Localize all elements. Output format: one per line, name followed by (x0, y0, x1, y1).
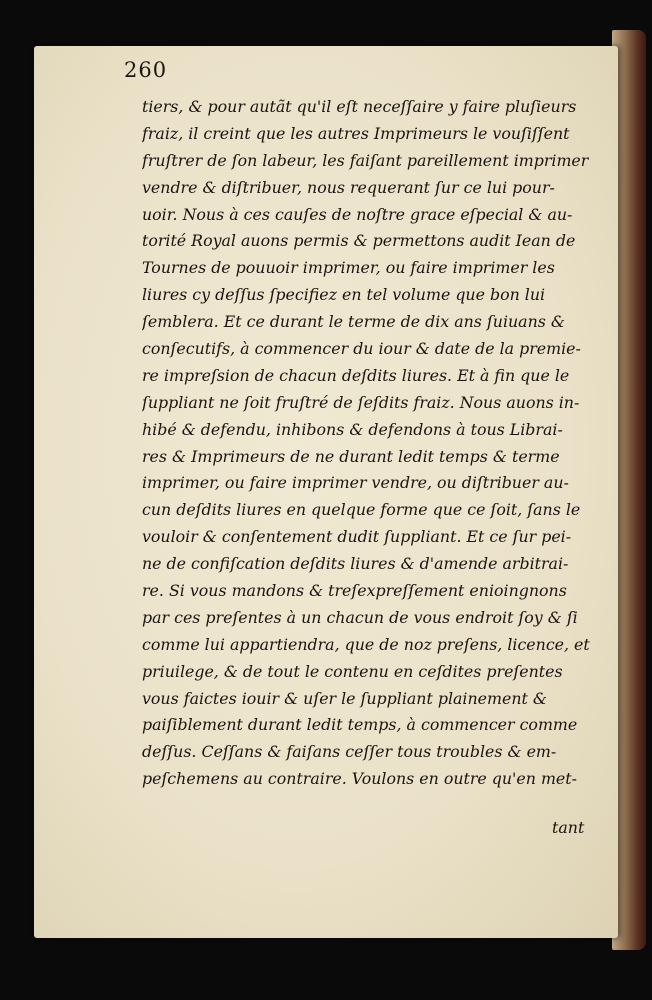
text-line: vouloir & conſentement dudit ſuppliant. Et ce ſur pei- (142, 527, 572, 547)
text-line: comme lui appartiendra, que de noz preſens, licence, et (142, 634, 590, 654)
text-line: par ces preſentes à un chacun de vous endroit ſoy & ſi (142, 607, 578, 627)
text-line: paiſiblement durant ledit temps, à commencer comme (142, 715, 578, 735)
text-line: peſchemens au contraire. Voulons en outre qu'en met- (142, 769, 577, 789)
text-line: Tournes de pouuoir imprimer, ou faire imprimer les (142, 258, 555, 278)
text-line: cun deſdits liures en quelque forme que ce ſoit, ſans le (142, 500, 581, 520)
text-line: deſſus. Ceſſans & faiſans ceſſer tous troubles & em- (142, 742, 557, 762)
text-line: fraiz, il creint que les autres Imprimeurs le vouſiſſent (142, 123, 570, 143)
text-line: ſuppliant ne ſoit fruſtré de ſeſdits fraiz. Nous auons in- (142, 392, 580, 412)
text-line: tiers, & pour autãt qu'il eſt neceſſaire y faire pluſieurs (142, 97, 577, 116)
text-line: vendre & diſtribuer, nous requerant ſur ce lui pour- (142, 177, 555, 197)
body-text (142, 94, 598, 793)
text-line: hibé & defendu, inhibons & defendons à tous Librai- (142, 419, 563, 439)
text-line: re impreſsion de chacun deſdits liures. Et à fin que le (142, 365, 570, 385)
text-line: vous faictes iouir & uſer le ſuppliant plainement & (142, 688, 547, 708)
text-line: priuilege, & de tout le contenu en ceſdites preſentes (142, 661, 563, 681)
text-line: imprimer, ou faire imprimer vendre, ou diſtribuer au- (142, 473, 569, 493)
text-line: liures cy deſſus ſpecifiez en tel volume que bon lui (142, 285, 546, 305)
text-line: re. Si vous mandons & treſexpreſſement enioingnons (142, 581, 567, 601)
text-line: ne de confiſcation deſdits liures & d'amende arbitrai- (142, 554, 569, 574)
text-line: uoir. Nous à ces cauſes de noſtre grace eſpecial & au- (142, 204, 573, 224)
page-number: 260 (124, 58, 168, 82)
text-line: ſemblera. Et ce durant le terme de dix ans ſuiuans & (142, 312, 565, 332)
text-line: conſecutifs, à commencer du iour & date de la premie- (142, 339, 581, 359)
text-line: fruſtrer de ſon labeur, les faiſant pareillement imprimer (142, 150, 589, 170)
text-line: torité Royal auons permis & permettons audit Iean de (142, 231, 576, 251)
catchword: tant (552, 818, 585, 837)
text-line: res & Imprimeurs de ne durant ledit temps & terme (142, 446, 560, 466)
